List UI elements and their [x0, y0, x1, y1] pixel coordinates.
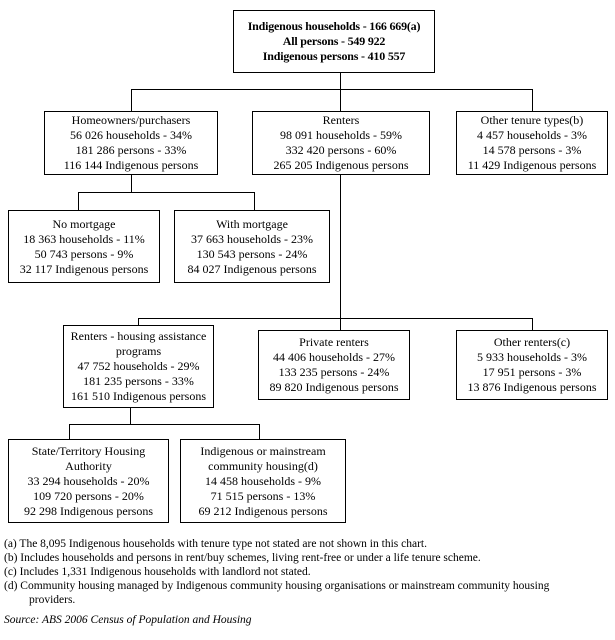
node-line: 11 429 Indigenous persons	[467, 158, 597, 172]
node-line: 32 117 Indigenous persons	[19, 261, 149, 276]
node-line: 133 235 persons - 24%	[278, 365, 390, 379]
connector-drop-other-tenure	[532, 89, 533, 112]
node-title: Homeowners/purchasers	[71, 113, 191, 127]
node-renters-housing-assistance	[63, 325, 214, 408]
node-line: 265 205 Indigenous persons	[273, 158, 409, 172]
node-other-renters	[456, 330, 608, 400]
node-line: 56 026 households - 34%	[70, 128, 192, 142]
node-line: 109 720 persons - 20%	[33, 488, 144, 503]
node-community-housing	[180, 439, 346, 523]
connector-drop-community-housing	[259, 424, 260, 440]
connector-homeowners-down	[131, 174, 132, 193]
node-title: State/Territory Housing Authority	[31, 443, 146, 473]
node-line: 92 298 Indigenous persons	[24, 503, 153, 518]
node-title: No mortgage	[52, 216, 116, 231]
node-title: Renters - housing assistance programs	[70, 329, 207, 358]
footnote-d: (d) Community housing managed by Indigenous community housing organisations or mainstream community housing providers.	[4, 580, 550, 606]
node-line: Indigenous households - 166 669(a)	[247, 19, 421, 33]
node-line: 116 144 Indigenous persons	[63, 158, 199, 172]
footnote-a: (a) The 8,095 Indigenous households with tenure type not stated are not shown in this chart.	[4, 538, 427, 550]
connector-row4-horizontal	[138, 318, 533, 319]
node-line: All persons - 549 922	[282, 34, 386, 48]
node-line: 5 933 households - 3%	[477, 350, 587, 364]
node-renters	[252, 111, 430, 175]
source-citation: Source: ABS 2006 Census of Population and Housing	[4, 614, 252, 626]
node-line: Indigenous persons - 410 557	[262, 49, 406, 63]
connector-row2-horizontal	[131, 89, 533, 90]
node-line: 4 457 households - 3%	[477, 128, 587, 142]
node-title: Private renters	[299, 335, 369, 349]
node-line: 130 543 persons - 24%	[196, 246, 308, 261]
footnote-b: (b) Includes households and persons in rent/buy schemes, living rent-free or under a life tenure scheme.	[4, 552, 481, 564]
footnotes	[4, 537, 598, 607]
node-line: 17 951 persons - 3%	[482, 365, 582, 379]
node-total-indigenous-households	[233, 10, 435, 73]
node-line: 44 406 households - 27%	[273, 350, 395, 364]
node-line: 71 515 persons - 13%	[210, 488, 316, 503]
node-line: 332 420 persons - 60%	[285, 143, 397, 157]
node-title: Other tenure types(b)	[480, 113, 584, 127]
connector-hap-down	[130, 407, 131, 425]
connector-drop-renters	[340, 89, 341, 112]
node-title: With mortgage	[216, 216, 288, 231]
node-private-renters	[258, 330, 410, 400]
node-line: 69 212 Indigenous persons	[198, 503, 328, 518]
node-other-tenure-types	[456, 111, 608, 175]
connector-drop-with-mortgage	[254, 192, 255, 211]
node-line: 47 752 households - 29%	[77, 359, 200, 373]
node-line: 50 743 persons - 9%	[34, 246, 134, 261]
node-title: Other renters(c)	[493, 335, 571, 349]
connector-drop-homeowners	[131, 89, 132, 112]
node-line: 181 286 persons - 33%	[75, 143, 187, 157]
node-line: 14 458 households - 9%	[205, 473, 321, 488]
node-line: 13 876 Indigenous persons	[467, 380, 597, 394]
node-line: 33 294 households - 20%	[27, 473, 150, 488]
node-line: 181 235 persons - 33%	[83, 374, 194, 388]
node-line: 14 578 persons - 3%	[482, 143, 582, 157]
node-line: 84 027 Indigenous persons	[187, 261, 317, 276]
node-title: Indigenous or mainstream community housing(d)	[200, 443, 326, 473]
node-homeowners-purchasers	[44, 111, 218, 175]
node-state-territory-housing-authority	[8, 439, 169, 523]
connector-drop-state-housing	[69, 424, 70, 440]
footnote-c: (c) Includes 1,331 Indigenous households with landlord not stated.	[4, 566, 311, 578]
connector-drop-no-mortgage	[78, 192, 79, 211]
connector-renters-down	[340, 174, 341, 319]
node-line: 18 363 households - 11%	[23, 231, 145, 246]
node-line: 37 663 households - 23%	[191, 231, 313, 246]
connector-row3-horizontal	[78, 192, 255, 193]
node-line: 98 091 households - 59%	[280, 128, 402, 142]
connector-root-down	[340, 73, 341, 90]
node-title: Renters	[322, 113, 360, 127]
node-with-mortgage	[174, 210, 330, 283]
node-no-mortgage	[8, 210, 160, 283]
node-line: 161 510 Indigenous persons	[71, 389, 206, 403]
connector-row5-horizontal	[69, 424, 260, 425]
node-line: 89 820 Indigenous persons	[269, 380, 399, 394]
